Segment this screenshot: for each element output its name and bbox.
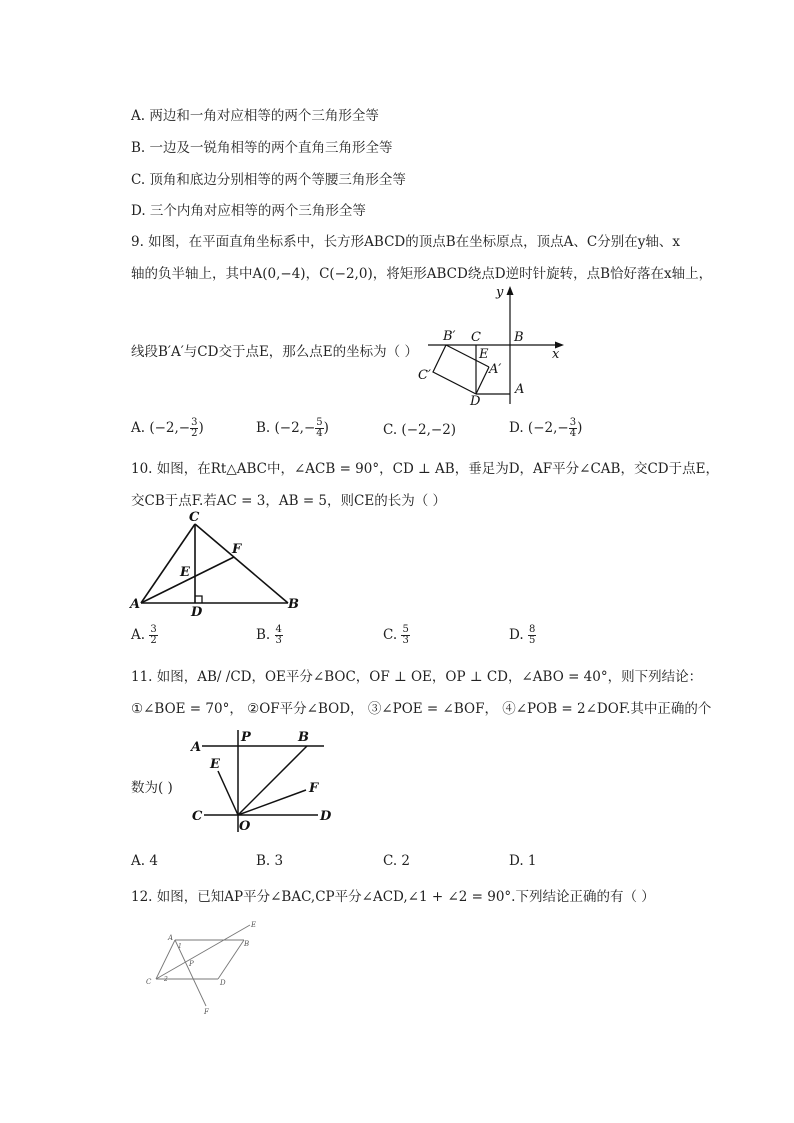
q12-stem-line1: 12. 如图，已知AP平分∠BAC,CP平分∠ACD,∠1 + ∠2 = 90°.下列结论正确的有（ ） — [131, 889, 655, 905]
q9-option-b — [256, 418, 329, 439]
q9-option-a-close: ) — [198, 420, 204, 436]
q9-fig-label: B′ — [443, 329, 456, 344]
q11-option-a: A. 4 — [131, 853, 158, 869]
q9-option-b-text: B. (−2,− — [256, 420, 316, 436]
q10-option-b — [256, 625, 283, 646]
q9-stem-line3: 线段B′A′与CD交于点E，那么点E的坐标为（ ） — [131, 344, 418, 360]
q11-fig-label: D — [320, 809, 332, 824]
q10-stem-line2: 交CB于点F.若AC = 3，AB = 5，则CE的长为（ ） — [131, 493, 446, 509]
q10-fig-label: C — [189, 510, 200, 525]
q9-fig-label: y — [496, 285, 504, 300]
q11-option-b: B. 3 — [256, 853, 284, 869]
q10-option-a-text: A. — [131, 627, 146, 643]
q9-fig-label: C′ — [418, 368, 431, 383]
fraction-numerator: 3 — [191, 417, 198, 428]
q10-figure — [128, 508, 308, 620]
q11-fig-label: F — [309, 781, 319, 796]
q10-option-c — [383, 625, 410, 646]
q11-fig-label: B — [298, 730, 309, 745]
q10-fig-label: E — [180, 565, 190, 580]
q12-fig-label: F — [204, 1008, 209, 1016]
q9-option-a-text: A. (−2,− — [131, 420, 191, 436]
q9-option-c: C. (−2,−2) — [383, 422, 457, 438]
q10-fig-label: B — [288, 597, 299, 612]
q9-fig-label: E — [479, 347, 489, 362]
q9-fig-label: x — [552, 347, 560, 362]
q9-option-a — [131, 418, 204, 439]
q9-option-d-close: ) — [577, 420, 583, 436]
q9-option-d-text: D. (−2,− — [509, 420, 569, 436]
q12-fig-label: P — [189, 960, 194, 968]
q11-stem-line1: 11. 如图，AB/ /CD，OE平分∠BOC，OF ⊥ OE，OP ⊥ CD，∠ABO = 40°，则下列结论： — [131, 669, 703, 685]
q9-option-d — [509, 418, 582, 439]
q11-fig-label: E — [210, 757, 220, 772]
q12-fig-label: D — [220, 979, 226, 987]
q11-stem-line2: ①∠BOE = 70°， ②OF平分∠BOD， ③∠POE = ∠BOF， ④∠POB = 2∠DOF.其中正确的个 — [131, 701, 712, 717]
fraction-denominator: 3 — [402, 635, 409, 646]
q9-fig-label: A — [515, 382, 525, 397]
q11-stem-line3: 数为( ) — [131, 780, 173, 796]
q9-fig-label: A′ — [489, 362, 502, 377]
q10-option-b-text: B. — [256, 627, 271, 643]
q9-figure — [410, 282, 580, 412]
q8-option-b: B. 一边及一锐角相等的两个直角三角形全等 — [131, 140, 393, 156]
q10-fig-label: A — [130, 597, 141, 612]
fraction-denominator: 4 — [569, 428, 577, 439]
q9-stem-line1: 9. 如图，在平面直角坐标系中，长方形ABCD的顶点B在坐标原点，顶点A、C分别在y轴、x — [131, 234, 680, 250]
q10-option-c-text: C. — [383, 627, 398, 643]
fraction-denominator: 2 — [150, 635, 157, 646]
q11-figure — [188, 726, 338, 838]
q12-fig-label: A — [168, 934, 174, 942]
q11-option-c: C. 2 — [383, 853, 411, 869]
q9-fig-label: C — [471, 330, 481, 345]
q9-fig-label: B — [514, 330, 524, 345]
fraction-denominator: 3 — [275, 635, 282, 646]
q8-option-c: C. 顶角和底边分别相等的两个等腰三角形全等 — [131, 172, 406, 188]
q10-option-d — [509, 625, 536, 646]
q11-option-d: D. 1 — [509, 853, 537, 869]
q9-stem-line2: 轴的负半轴上，其中A(0,−4)，C(−2,0)，将矩形ABCD绕点D逆时针旋转，点B恰好落在x轴上， — [131, 266, 713, 282]
fraction-denominator: 2 — [191, 428, 198, 439]
fraction-numerator: 5 — [316, 417, 323, 428]
fraction-numerator: 4 — [275, 624, 282, 635]
q11-fig-label: O — [239, 819, 251, 834]
q12-figure — [140, 918, 265, 1018]
fraction-denominator: 4 — [316, 428, 323, 439]
q12-fig-label: E — [251, 921, 257, 929]
q9-fig-label: D — [470, 394, 481, 409]
q8-option-d: D. 三个内角对应相等的两个三角形全等 — [131, 203, 366, 219]
q11-fig-label: A — [191, 740, 202, 755]
q12-fig-label: C — [146, 978, 152, 986]
fraction-numerator: 5 — [402, 624, 409, 635]
q12-fig-label: 1 — [178, 943, 182, 950]
q8-option-a: A. 两边和一角对应相等的两个三角形全等 — [131, 108, 379, 124]
q10-fig-label: F — [232, 542, 242, 557]
fraction-numerator: 3 — [569, 417, 577, 428]
q10-fig-label: D — [191, 605, 203, 620]
q12-fig-label: B — [244, 940, 250, 948]
q11-fig-label: P — [241, 730, 251, 745]
q10-option-a — [131, 625, 158, 646]
q12-fig-label: 2 — [164, 976, 168, 983]
q10-option-d-text: D. — [509, 627, 524, 643]
q11-fig-label: C — [192, 809, 203, 824]
fraction-numerator: 3 — [150, 624, 157, 635]
q9-option-b-close: ) — [323, 420, 329, 436]
fraction-numerator: 8 — [528, 624, 536, 635]
fraction-denominator: 5 — [528, 635, 536, 646]
q10-stem-line1: 10. 如图，在Rt△ABC中，∠ACB = 90°，CD ⊥ AB，垂足为D，AF平分∠CAB，交CD于点E， — [131, 461, 719, 477]
